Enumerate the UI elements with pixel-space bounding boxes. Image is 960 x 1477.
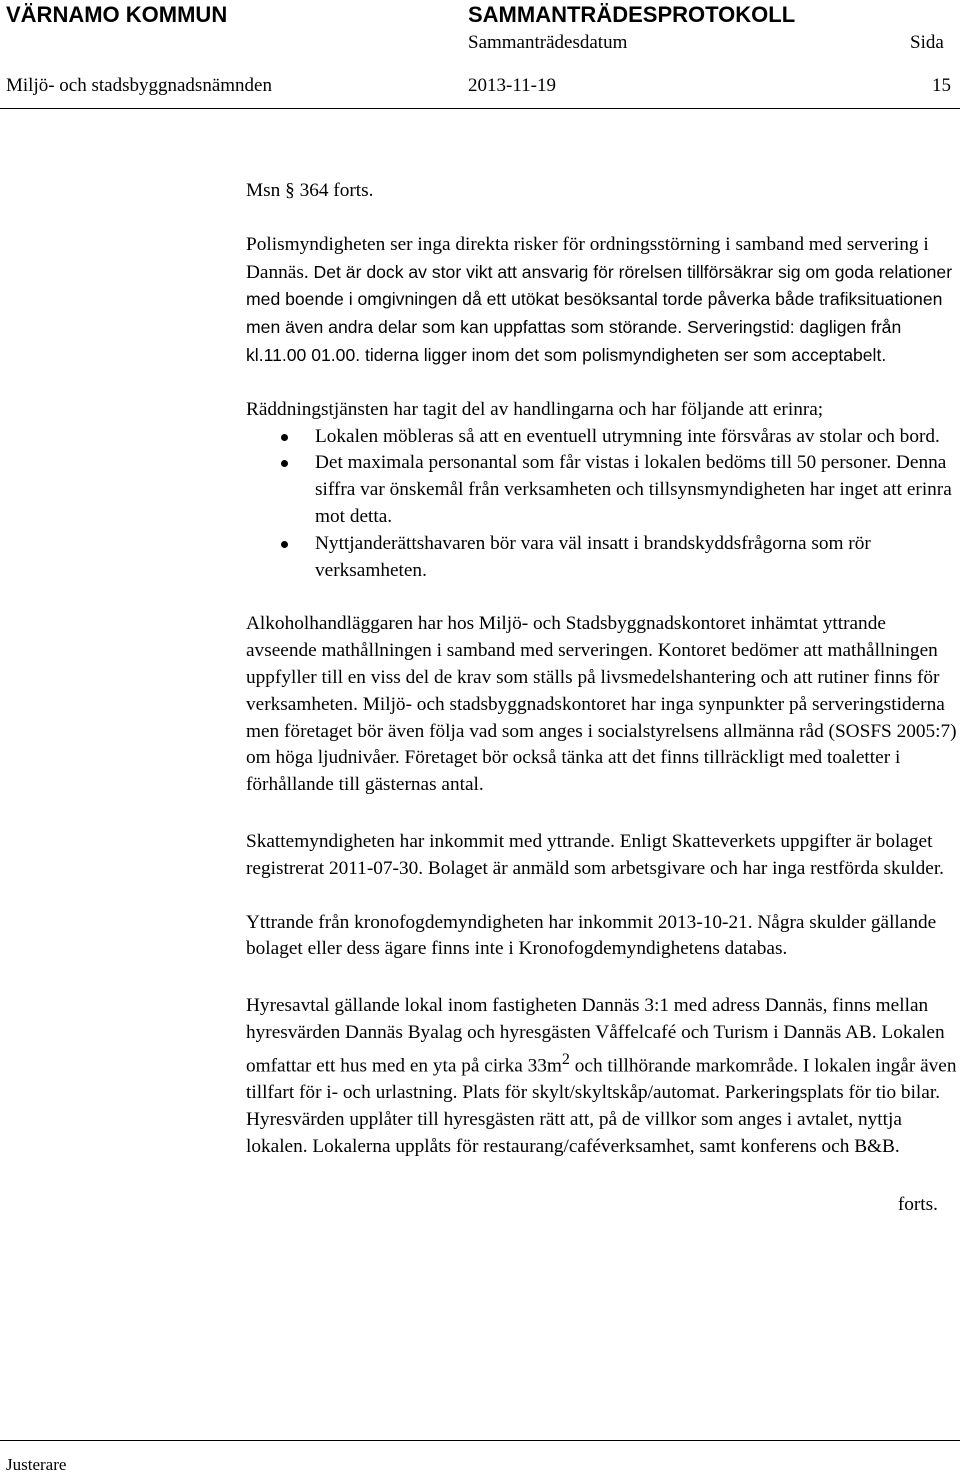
meeting-date: 2013-11-19 <box>468 75 556 96</box>
rescue-bullet-list <box>246 424 958 585</box>
page-label: Sida <box>910 32 944 53</box>
list-item-text: Det maximala personantal som får vistas i lokalen bedöms till 50 personer. Denna siffra var önskemål från verksamheten och tillsynsmyndigheten har inget att erinra mot detta. <box>315 452 952 527</box>
enforcement-paragraph: Yttrande från kronofogdemyndigheten har inkommit 2013-10-21. Några skulder gällande bolaget eller dess ägare finns inte i Kronofogdemyndighetens databas. <box>246 911 937 960</box>
lease-text-part2: och tillhörande markområde. I lokalen ingår även tillfart för i- och urlastning. Plats för skylt/skyltskåp/automat. Parkeringsplats för tio bilar. Hyresvärden upplåter till hyresgästen rätt att, på de villkor som anges i avtalet, nyttja lokalen. Lokalerna upplåts för restaurang/caféverksamhet, samt konferens och B&B. <box>246 1055 957 1157</box>
rescue-intro: Räddningstjänsten har tagit del av handlingarna och har följande att erinra; <box>246 398 824 420</box>
alcohol-paragraph: Alkoholhandläggaren har hos Miljö- och Stadsbyggnadskontoret inhämtat yttrande avseende mathållningen i samband med serveringen. Kontoret bedömer att mathållningen uppfyller till en viss del de krav som ställs på livsmedelshantering och att rutiner finns för verksamheten. Miljö- och stadsbyggnadskontoret har inga synpunkter på serveringstiderna men företaget bör även följa vad som anges i socialstyrelsens allmänna råd (SOSFS 2005:7) om höga ljudnivåer. Företaget bör också tänka att det finns tillräckligt med toaletter i förhållande till gästernas antal. <box>246 613 957 796</box>
footer-divider <box>0 1440 960 1441</box>
police-paragraph-sans: Det är dock av stor vikt att ansvarig för rörelsen tillförsäkrar sig om goda relationer med boende i omgivningen då ett utökat besöksantal torde påverka både trafiksituationen men även andra delar som kan uppfattas som störande. Serveringstid: dagligen från kl.11.00 01.00. tiderna ligger inom det som polismyndigheten ser som acceptabelt. <box>246 261 953 365</box>
tax-paragraph: Skattemyndigheten har inkommit med yttrande. Enligt Skatteverkets uppgifter är bolaget registrerat 2011-07-30. Bolaget är anmäld som arbetsgivare och har inga restförda skulder. <box>246 830 944 879</box>
protocol-body <box>246 178 958 1219</box>
area-superscript: 2 <box>561 1050 570 1068</box>
bullet-icon <box>281 434 288 441</box>
police-paragraph-serif: Polismyndigheten ser inga direkta risker för ordningsstörning i samband med servering i Dannäs. <box>246 233 929 283</box>
committee-name: Miljö- och stadsbyggnadsnämnden <box>6 75 272 96</box>
case-reference: Msn § 364 forts. <box>246 180 374 201</box>
page-number: 15 <box>932 75 951 96</box>
date-label: Sammanträdesdatum <box>468 32 628 53</box>
bullet-icon <box>281 460 288 467</box>
lease-paragraph <box>246 993 958 1160</box>
list-item <box>246 531 958 585</box>
lease-text-part1: Hyresavtal gällande lokal inom fastigheten Dannäs 3:1 med adress Dannäs, finns mellan hyresvärden Dannäs Byalag och hyresgästen Våffelcafé och Turism i Dannäs AB. Lokalen omfattar ett hus med en yta på cirka 33m <box>246 995 945 1077</box>
list-item-text: Lokalen möbleras så att en eventuell utrymning inte försvåras av stolar och bord. <box>315 425 940 447</box>
bullet-icon <box>281 541 288 548</box>
municipality-name: VÄRNAMO KOMMUN <box>6 2 228 27</box>
signer-label: Justerare <box>6 1455 67 1474</box>
document-type: SAMMANTRÄDESPROTOKOLL <box>468 2 796 27</box>
police-paragraph <box>246 232 958 370</box>
list-item-text: Nyttjanderättshavaren bör vara väl insatt i brandskyddsfrågorna som rör verksamheten. <box>315 532 871 581</box>
list-item <box>246 450 958 530</box>
continued-marker: forts. <box>897 1194 938 1216</box>
header-divider <box>0 108 960 109</box>
list-item <box>246 424 958 451</box>
